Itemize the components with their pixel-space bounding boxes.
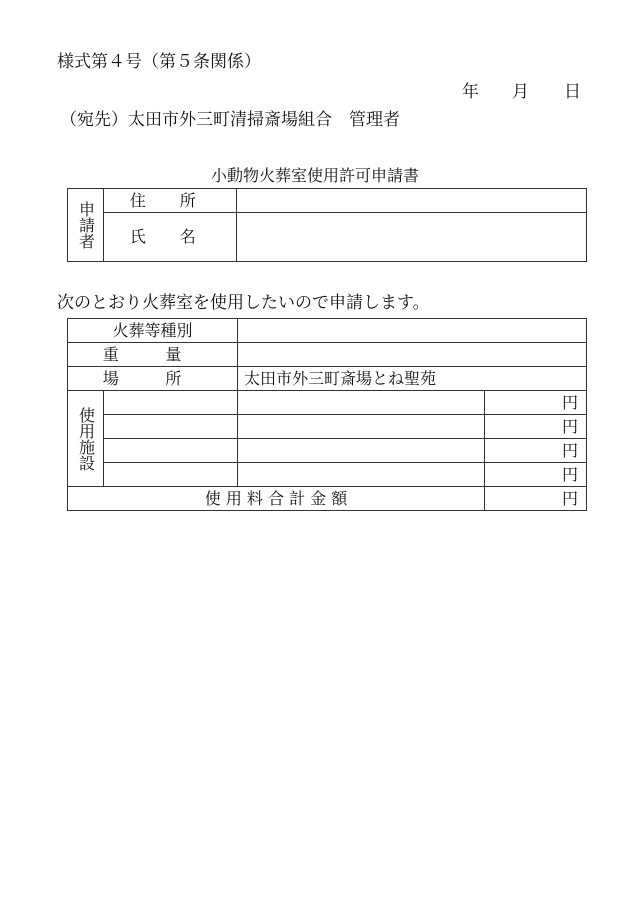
date-day-label: 日 <box>564 82 581 102</box>
facility-fee-unit: 円 <box>485 391 587 415</box>
addressee: （宛先）太田市外三町清掃斎場組合 管理者 <box>60 110 400 130</box>
cremation-type-label: 火葬等種別 <box>68 319 238 343</box>
application-statement: 次のとおり火葬室を使用したいので申請します。 <box>57 293 430 313</box>
facility-name-field[interactable] <box>104 391 238 415</box>
cremation-type-field[interactable] <box>238 319 587 343</box>
date-month-label: 月 <box>512 82 529 102</box>
facility-detail-field[interactable] <box>238 391 485 415</box>
usage-table <box>67 318 587 511</box>
weight-field[interactable] <box>238 343 587 367</box>
facility-fee-unit: 円 <box>485 415 587 439</box>
facility-fee-unit: 円 <box>485 439 587 463</box>
facilities-section-label: 使用施設 <box>68 391 104 487</box>
name-label: 氏 名 <box>104 213 237 262</box>
total-fee-label: 使 用 料 合 計 金 額 <box>68 487 485 511</box>
facility-fee-unit: 円 <box>485 463 587 487</box>
address-label: 住 所 <box>104 189 237 213</box>
facility-detail-field[interactable] <box>238 463 485 487</box>
applicant-section-label: 申請者 <box>68 189 104 262</box>
date-year-label: 年 <box>462 82 479 102</box>
facility-detail-field[interactable] <box>238 415 485 439</box>
place-value: 太田市外三町斎場とね聖苑 <box>238 367 587 391</box>
place-label: 場 所 <box>68 367 238 391</box>
applicant-table <box>67 188 587 262</box>
facility-name-field[interactable] <box>104 439 238 463</box>
facility-name-field[interactable] <box>104 463 238 487</box>
facility-detail-field[interactable] <box>238 439 485 463</box>
form-number: 様式第４号（第５条関係） <box>57 52 261 72</box>
total-fee-unit: 円 <box>485 487 587 511</box>
weight-label: 重 量 <box>68 343 238 367</box>
facility-name-field[interactable] <box>104 415 238 439</box>
name-value-field[interactable] <box>237 213 587 262</box>
document-title: 小動物火葬室使用許可申請書 <box>210 166 419 185</box>
address-value-field[interactable] <box>237 189 587 213</box>
